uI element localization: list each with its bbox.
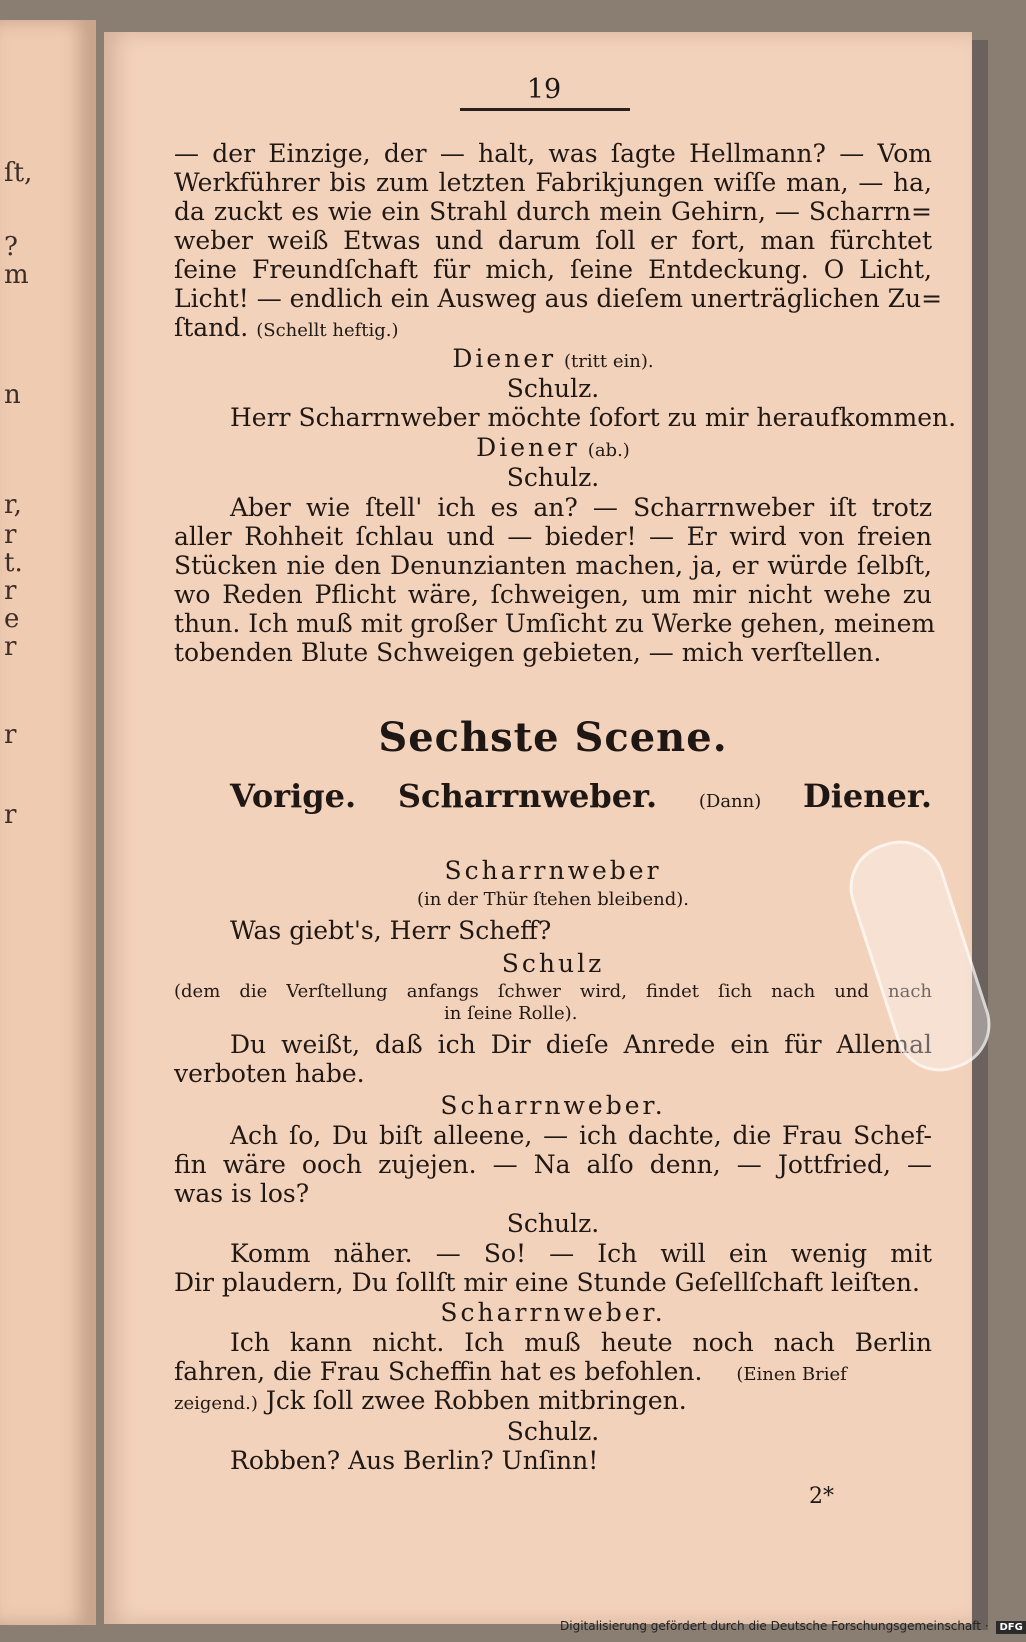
facing-page-fragment: r xyxy=(4,720,17,750)
text-line: Stücken nie den Denunzianten machen, ja, er würde ſelbſt, xyxy=(174,551,932,580)
text-line: Komm näher. — So! — Ich will ein wenig mit xyxy=(230,1239,932,1268)
text-line: Herr Scharrnweber möchte ſofort zu mir heraufkommen. xyxy=(230,403,957,432)
facing-page-fragment: n xyxy=(4,380,21,410)
header-rule xyxy=(460,108,630,111)
text-line: fin wäre ooch zujejen. — Na alſo denn, — Jottfried, — xyxy=(174,1150,932,1179)
text-line: tobenden Blute Schweigen gebieten, — mich verſtellen. xyxy=(174,638,882,667)
text-line xyxy=(174,1358,932,1387)
speaker-name: Scharrnweber. xyxy=(440,1091,666,1120)
signature-mark: 2* xyxy=(809,1484,834,1509)
stage-direction: (in der Thür ſtehen bleibend). xyxy=(417,889,689,910)
speaker-name: Schulz xyxy=(501,949,605,978)
cast-scharrnweber: Scharrnweber. xyxy=(397,777,658,815)
text-line: Ach ſo, Du biſt alleene, — ich dachte, die Frau Schef- xyxy=(230,1121,932,1150)
facing-page-fragment: e xyxy=(4,604,20,634)
text-line: verboten habe. xyxy=(174,1059,365,1088)
page-number: 19 xyxy=(526,74,562,105)
text-fragment: ſtand. xyxy=(174,313,249,342)
speaker-name: Schulz. xyxy=(506,463,600,492)
stage-direction: zeigend.) xyxy=(174,1393,258,1414)
speaker-name: Diener xyxy=(452,344,557,373)
speaker-line xyxy=(174,345,932,374)
facing-page-edge xyxy=(0,20,96,1625)
stage-direction: (dem die Verſtellung anfangs ſchwer wird, findet ſich nach und nach xyxy=(174,981,932,1002)
speaker-name: Scharrnweber xyxy=(444,856,662,885)
stage-direction: (Einen Brief xyxy=(736,1364,847,1385)
text-line: Was giebt's, Herr Scheff? xyxy=(230,916,552,945)
scene-title: Sechste Scene. xyxy=(378,714,728,761)
facing-page-fragment: r, xyxy=(4,490,22,520)
cast-list xyxy=(230,777,932,815)
cast-diener: Diener. xyxy=(803,777,932,815)
text-line: wo Reden Pflicht wäre, ſchweigen, um mir nicht wehe zu xyxy=(174,580,932,609)
text-line: Ich kann nicht. Ich muß heute noch nach Berlin xyxy=(230,1328,932,1357)
text-line: — der Einzige, der — halt, was ſagte Hellmann? — Vom xyxy=(174,139,932,168)
text-fragment: Jck ſoll zwee Robben mitbringen. xyxy=(265,1386,687,1415)
speaker-line xyxy=(174,434,932,463)
text-line: da zuckt es wie ein Strahl durch mein Gehirn, — Scharrn= xyxy=(174,197,932,226)
facing-page-fragment: m xyxy=(4,260,29,290)
text-line: Aber wie ſtell' ich es an? — Scharrnweber iſt trotz xyxy=(230,493,932,522)
facing-page-fragment: r xyxy=(4,800,17,830)
text-line: Du weißt, daß ich Dir dieſe Anrede ein für Allemal xyxy=(230,1030,932,1059)
speaker-name: Diener xyxy=(476,433,580,462)
cast-vorige: Vorige. xyxy=(230,777,357,815)
facing-page-fragment: r xyxy=(4,632,17,662)
dfg-logo: DFG xyxy=(996,1621,1025,1634)
text-line: Robben? Aus Berlin? Unſinn! xyxy=(230,1446,599,1475)
digitization-footer xyxy=(560,1619,1026,1634)
facing-page-fragment: t. xyxy=(4,548,23,578)
speaker-name: Schulz. xyxy=(506,1417,600,1446)
text-line: Werkführer bis zum letzten Fabrikjungen wiſſe man, — ha, xyxy=(174,168,932,197)
text-line: was is los? xyxy=(174,1179,310,1208)
stage-direction: (ab.) xyxy=(587,440,630,461)
footer-text: Digitalisierung gefördert durch die Deutsche Forschungsgemeinschaft · xyxy=(560,1619,989,1633)
text-line: Dir plaudern, Du ſollſt mir eine Stunde Geſellſchaft leiſten. xyxy=(174,1268,920,1297)
text-line: aller Rohheit ſchlau und — bieder! — Er wird von freien xyxy=(174,522,932,551)
book-edge xyxy=(972,40,988,1630)
book-page xyxy=(104,32,972,1624)
text-line xyxy=(174,1387,932,1416)
text-line xyxy=(174,314,932,343)
text-line: Licht! — endlich ein Ausweg aus dieſem unerträglichen Zu= xyxy=(174,284,943,313)
stage-direction: in ſeine Rolle). xyxy=(444,1003,578,1024)
stage-direction: (Schellt heftig.) xyxy=(256,320,399,341)
speaker-name: Schulz. xyxy=(506,1209,600,1238)
facing-page-fragment: ? xyxy=(4,232,18,262)
text-line: ſeine Freundſchaft für mich, ſeine Entdeckung. O Licht, xyxy=(174,255,932,284)
speaker-name: Scharrnweber. xyxy=(440,1298,666,1327)
facing-page-fragment: r xyxy=(4,520,17,550)
text-line: weber weiß Etwas und darum ſoll er fort, man fürchtet xyxy=(174,226,932,255)
facing-page-fragment: ſt, xyxy=(4,158,33,188)
stage-direction: (tritt ein). xyxy=(564,351,654,372)
speaker-name: Schulz. xyxy=(506,374,600,403)
cast-dann: (Dann) xyxy=(698,791,762,812)
text-fragment: fahren, die Frau Scheffin hat es befohlen. xyxy=(174,1357,703,1386)
facing-page-fragment: r xyxy=(4,576,17,606)
text-line: thun. Ich muß mit großer Umſicht zu Werke gehen, meinem xyxy=(174,609,936,638)
